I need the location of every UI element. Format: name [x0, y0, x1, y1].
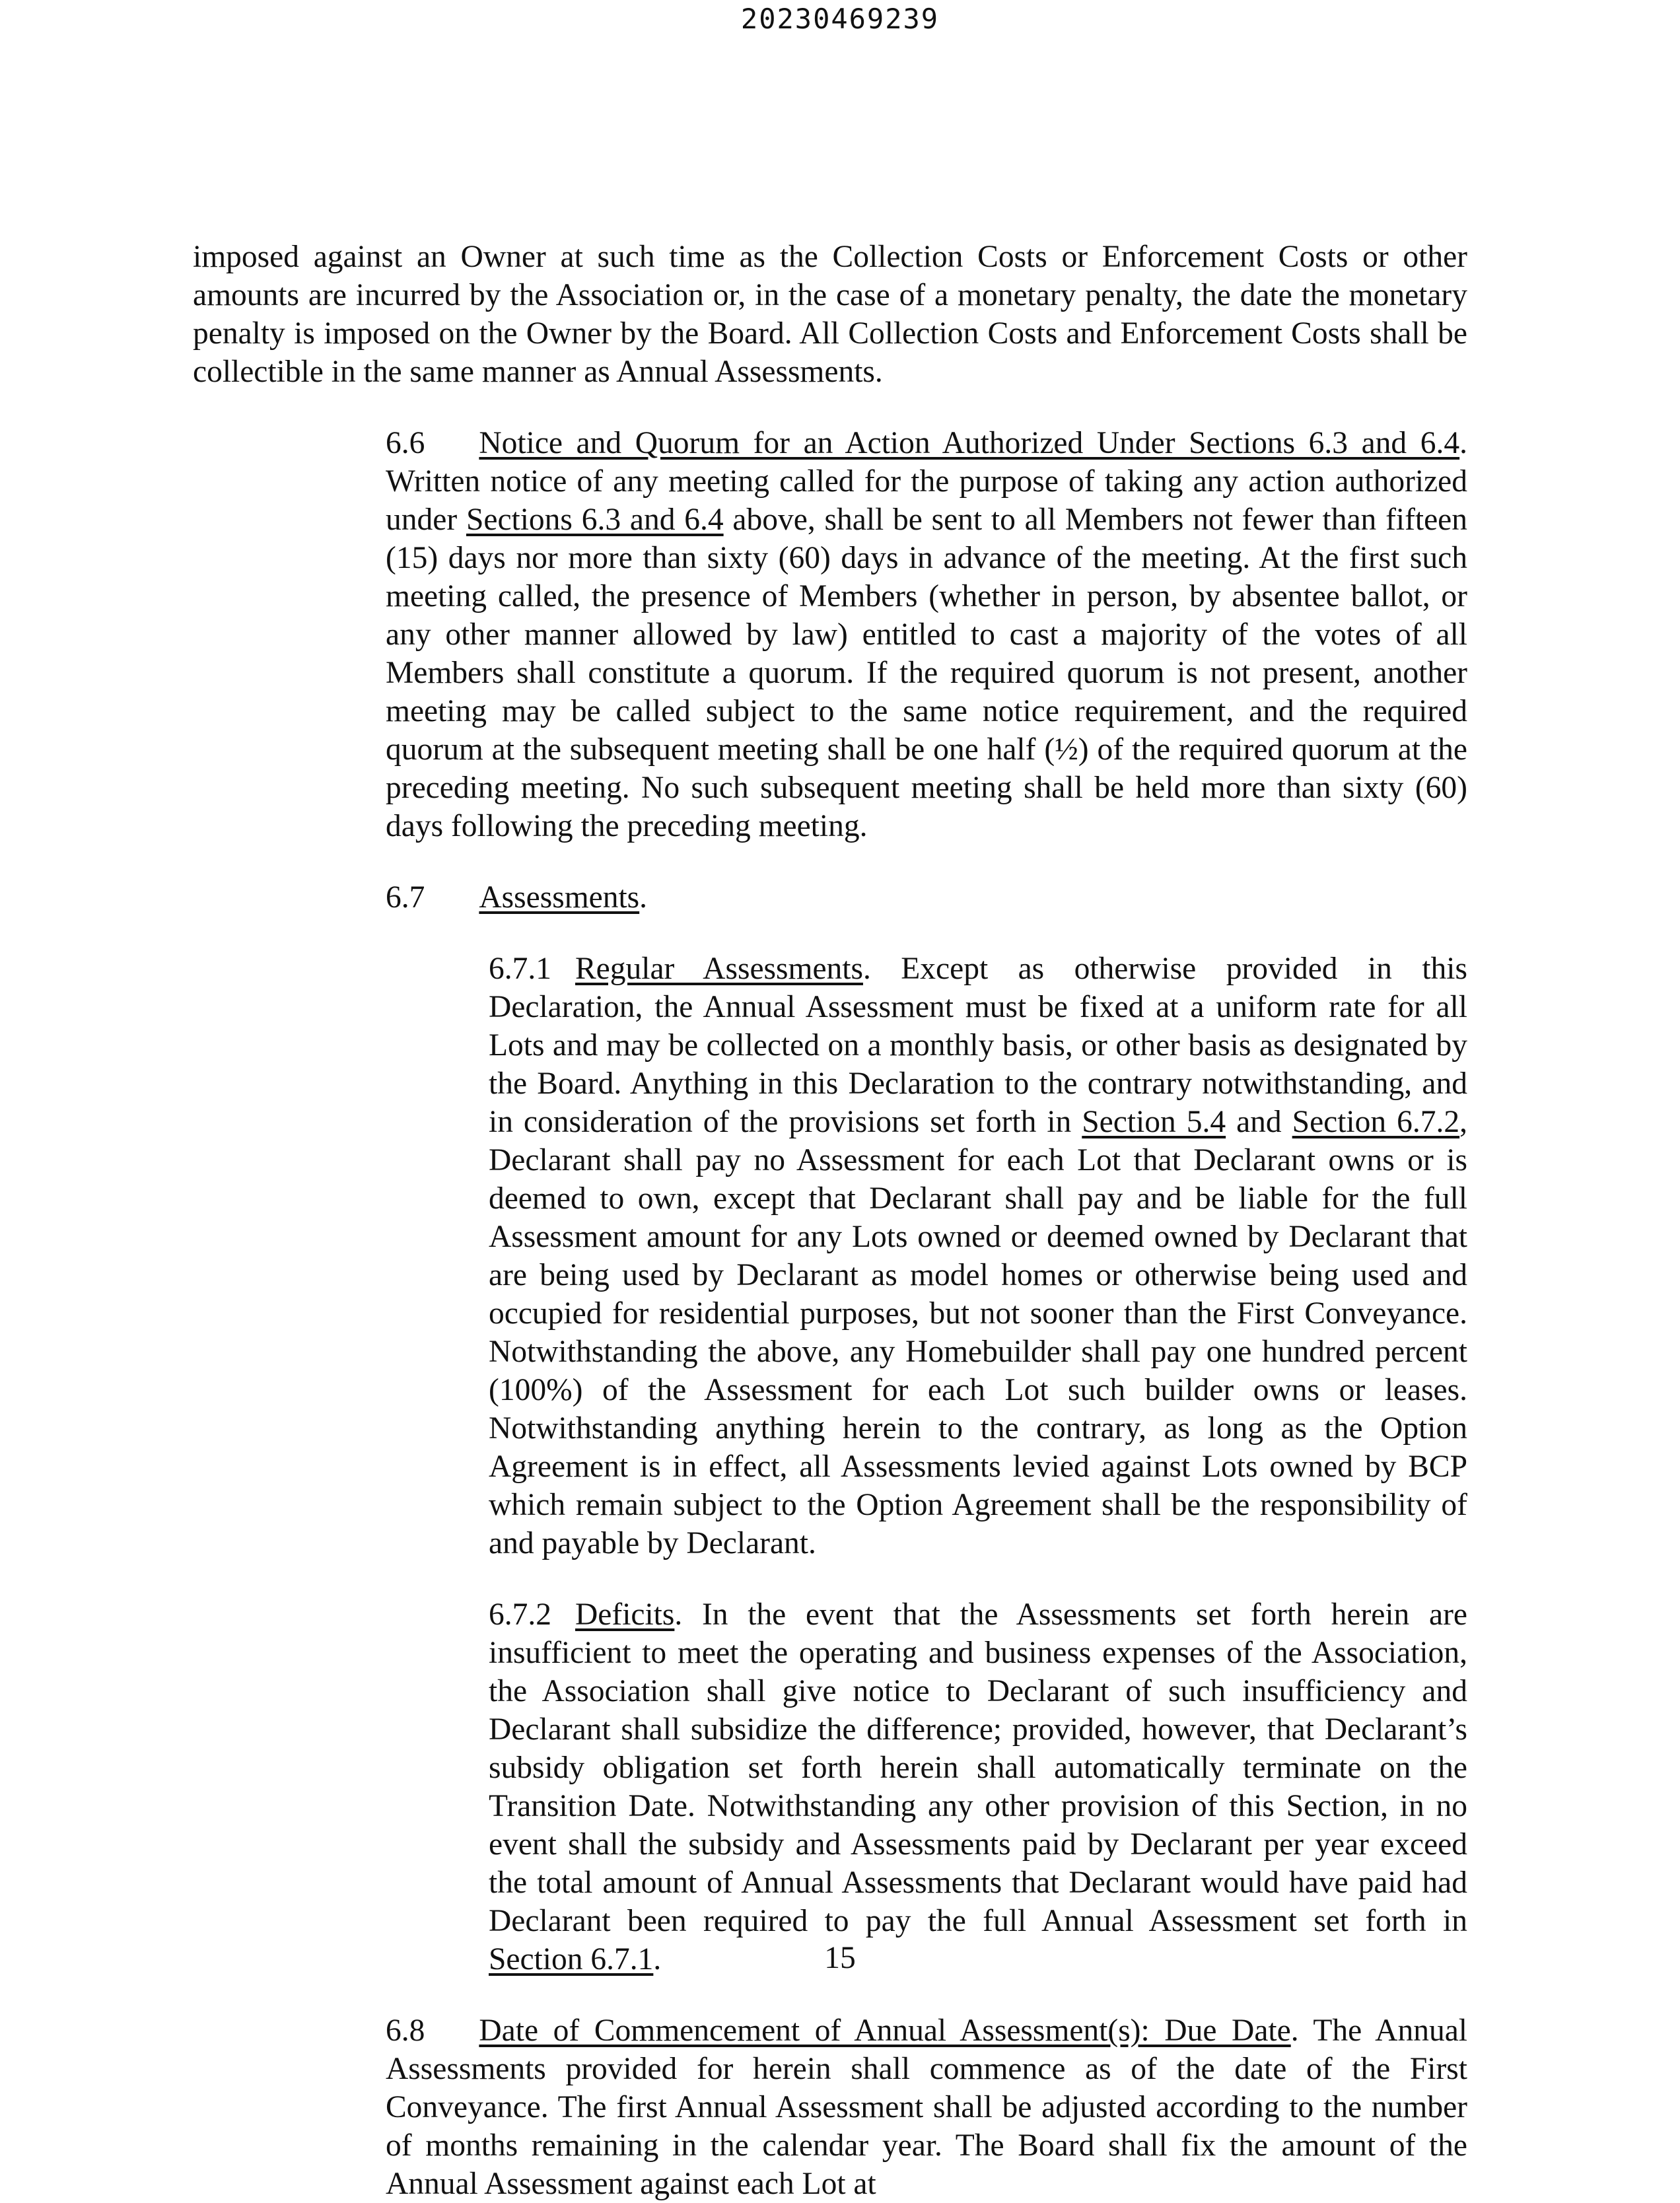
- section-number: 6.8: [386, 2013, 425, 2048]
- section-text: above, shall be sent to all Members not fewer than fifteen (15) days nor more than sixty (60) days in advance of the meeting. At the first such meeting called, the presence of Members (whether in person, by absentee ballot, or any other manner allowed by law) entitled to cast a majority of the votes of all Members shall constitute a quorum. If the required quorum is not present, another meeting may be called subject to the same notice requirement, and the required quorum at the subsequent meeting shall be one half (½) of the required quorum at the preceding meeting. No such subsequent meeting shall be held more than sixty (60) days following the preceding meeting.: [386, 503, 1468, 843]
- section-title: Notice and Quorum for an Action Authorized Under Sections 6.3 and 6.4: [479, 426, 1460, 460]
- section-number: 6.7.1: [489, 952, 551, 986]
- section-6-6: [193, 424, 1467, 845]
- section-6-7-1: [193, 950, 1467, 1562]
- section-text: .: [639, 880, 648, 915]
- section-number: 6.7: [386, 880, 425, 915]
- document-body: [193, 238, 1467, 2203]
- section-title: Deficits: [575, 1597, 675, 1632]
- section-reference: Section 6.7.2: [1292, 1105, 1460, 1139]
- section-text: . Except as otherwise provided in this Declaration, the Annual Assessment must be fixed at a uniform rate for all Lots and may be collected on a monthly basis, or other basis as designated by the Board. Anything in this Declaration to the contrary notwithstanding, and in consideration of the provisions set forth in: [489, 952, 1467, 1139]
- page-number: 15: [824, 1941, 856, 1975]
- section-reference: Section 6.7.1: [489, 1942, 654, 1976]
- section-6-7-2: [193, 1595, 1467, 1978]
- section-reference: Section 5.4: [1082, 1105, 1226, 1139]
- section-text: and: [1226, 1105, 1292, 1139]
- section-text: , Declarant shall pay no Assessment for each Lot that Declarant owns or is deemed to own, except that Declarant shall pay and be liable for the full Assessment amount for any Lots owned or deemed owned by Declarant that are being used by Declarant as model homes or otherwise being used and occupied for residential purposes, but not sooner than the First Conveyance. Notwithstanding the above, any Homebuilder shall pay one hundred percent (100%) of the Assessment for each Lot such builder owns or leases. Notwithstanding anything herein to the contrary, as long as the Option Agreement is in effect, all Assessments levied against Lots owned by BCP which remain subject to the Option Agreement shall be the responsibility of and payable by Declarant.: [489, 1105, 1467, 1560]
- paragraph-text: imposed against an Owner at such time as the Collection Costs or Enforcement Costs or other amounts are incurred by the Association or, in the case of a monetary penalty, the date the monetary penalty is imposed on the Owner by the Board. All Collection Costs and Enforcement Costs shall be collectible in the same manner as Annual Assessments.: [193, 240, 1467, 389]
- section-text: .: [653, 1942, 662, 1976]
- section-reference: Sections 6.3 and 6.4: [466, 503, 724, 537]
- section-text: . Written notice of any meeting called for the purpose of taking any action authorized under: [386, 426, 1467, 537]
- section-6-7: [193, 878, 1467, 917]
- section-title: Regular Assessments: [575, 952, 863, 986]
- section-title: Date of Commencement of Annual Assessment(s): Due Date: [479, 2013, 1291, 2048]
- section-text: . The Annual Assessments provided for herein shall commence as of the date of the First Conveyance. The first Annual Assessment shall be adjusted according to the number of months remaining in the calendar year. The Board shall fix the amount of the Annual Assessment against each Lot at: [386, 2013, 1468, 2201]
- section-number: 6.7.2: [489, 1597, 551, 1632]
- document-number: 20230469239: [740, 3, 940, 35]
- section-number: 6.6: [386, 426, 425, 460]
- section-title: Assessments: [479, 880, 640, 915]
- paragraph-continued: [193, 238, 1467, 391]
- section-text: . In the event that the Assessments set forth herein are insufficient to meet the operating and business expenses of the Association, the Association shall give notice to Declarant of such insufficiency and Declarant shall subsidize the difference; provided, however, that Declarant’s subsidy obligation set forth herein shall automatically terminate on the Transition Date. Notwithstanding any other provision of this Section, in no event shall the subsidy and Assessments paid by Declarant per year exceed the total amount of Annual Assessments that Declarant would have paid had Declarant been required to pay the full Annual Assessment set forth in: [489, 1597, 1467, 1938]
- section-6-8: [193, 2011, 1467, 2203]
